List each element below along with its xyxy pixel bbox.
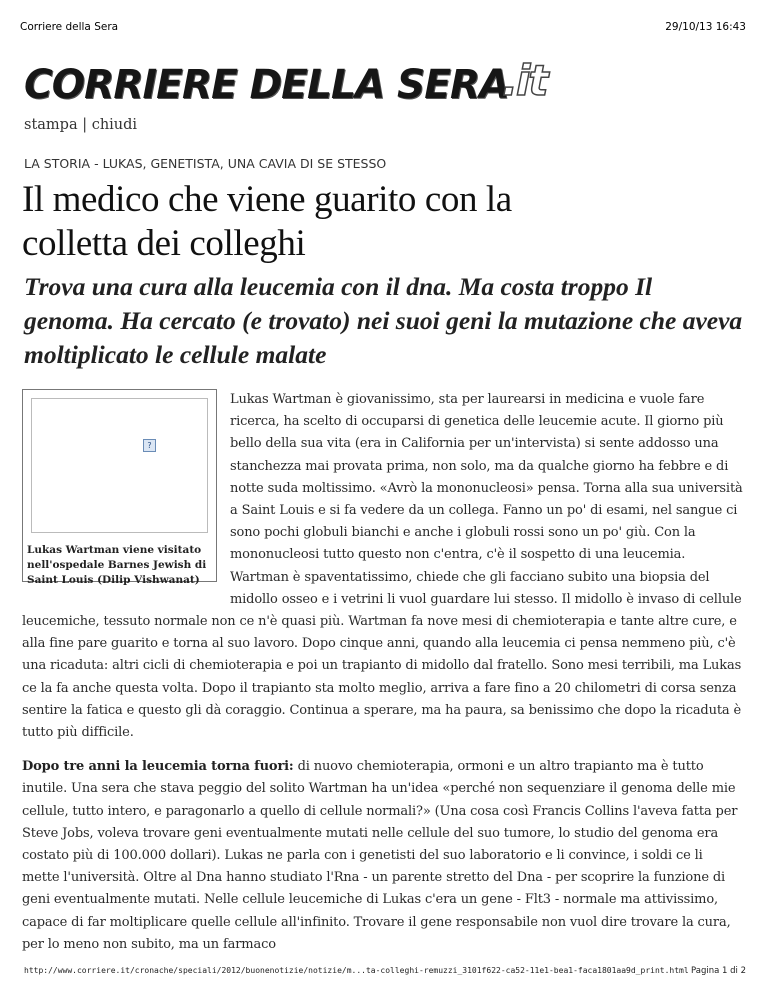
- print-footer: [24, 966, 746, 975]
- broken-image-icon: ?: [143, 439, 156, 452]
- article-subtitle: Trova una cura alla leucemia con il dna. Ma costa troppo Il genoma. Ha cercato (e trovato) nei suoi geni la mutazione che aveva moltiplicato le cellule malate: [24, 272, 743, 369]
- print-link[interactable]: stampa: [24, 117, 78, 133]
- paragraph-2-text: di nuovo chemioterapia, ormoni e un altro trapianto ma è tutto inutile. Una sera che stava peggio del solito Wartman ha un'idea «perché non sequenziare il genoma delle mie cellule, tutto intero, e paragonarlo a quello di cellule normali?» (Una cosa così Francis Collins l'aveva fatta per Steve Jobs, voleva trovare geni eventualmente mutati nelle cellule del suo tumore, lo studio del genoma era costato più di 100.000 dollari). Lukas ne parla con i genetisti del suo laboratorio e li convince, i soldi ce li mette l'università. Oltre al Dna hanno studiato l'Rna - un parente stretto del Dna - per scoprire la funzione di geni eventualmente mutati. Nelle cellule leucemiche di Lukas c'era un gene - Flt3 - normale ma attivissimo, capace di far moltiplicare quelle cellule all'infinito. Trovare il gene responsabile non vuol dire trovare la cura, per lo meno non subito, ma un farmaco: [22, 759, 738, 952]
- logo-wordmark: CORRIERE DELLA SERA: [24, 62, 509, 108]
- print-header: [20, 21, 746, 33]
- site-logo[interactable]: [24, 56, 564, 110]
- footer-url: http://www.corriere.it/cronache/speciali/2012/buonenotizie/notizie/m...ta-colleghi-remuzzi_3101f622-ca52-11e1-bea1-faca1801aa9d_print.html: [24, 966, 689, 975]
- paragraph-2: [22, 756, 743, 956]
- paragraph-1b-text: Wartman è spaventatissimo, chiede che gli facciano subito una biopsia del midollo osseo e i vetrini li vuol guardare lui stesso. Il midollo è invaso di cellule leucemiche, tessuto normale non ce n'è quasi più. Wartman fa nove mesi di chemioterapia e tante altre cure, e alla fine pare guarito e torna al suo lavoro. Dopo cinque anni, quando alla leucemia ci pensa nemmeno più, c'è una ricaduta: altri cicli di chemioterapia e poi un trapianto di midollo dal fratello. Sono mesi terribili, ma Lukas ce la fa anche questa volta. Dopo il trapianto sta molto meglio, arriva a fare fino a 20 chilometri di corsa senza sentire la fatica e questo gli dà coraggio. Continua a sperare, ma ha paura, sa benissimo che dopo la ricaduta è tutto più difficile.: [22, 569, 742, 741]
- header-site: Corriere della Sera: [20, 21, 119, 33]
- footer-page: Pagina 1 di 2: [691, 966, 746, 976]
- article-kicker: LA STORIA - LUKAS, GENETISTA, UNA CAVIA DI SE STESSO: [24, 156, 387, 171]
- header-datetime: 29/10/13 16:43: [665, 21, 746, 33]
- close-link[interactable]: chiudi: [91, 117, 138, 133]
- article-image-box: [22, 389, 217, 586]
- logo-suffix: .it: [502, 56, 547, 105]
- paragraph-2-lead: Dopo tre anni la leucemia torna fuori:: [22, 759, 294, 775]
- article-image: [31, 398, 208, 533]
- print-links: [24, 117, 137, 133]
- paragraph-1-text: Lukas Wartman è giovanissimo, sta per laurearsi in medicina e vuole fare ricerca, ha scelto di occuparsi di genetica delle leucemie acute. Il giorno più bello della sua vita (era in California per un'intervista) si sente addosso una stanchezza mai provata prima, non solo, ma da qualche giorno ha febbre e di notte suda moltissimo. «Avrò la mononucleosi» pensa. Torna alla sua università a Saint Louis e si fa vedere da un collega. Fanno un po' di esami, nel sangue ci sono pochi globuli bianchi e anche i globuli rossi sono un po' giù. Con la mononucleosi tutto questo non c'entra, c'è il sospetto di una leucemia.: [230, 392, 743, 563]
- link-separator: |: [77, 117, 92, 133]
- image-caption: Lukas Wartman viene visitato nell'ospedale Barnes Jewish di Saint Louis (Dilip Vishwanat): [27, 544, 207, 586]
- article-title: Il medico che viene guarito con la colletta dei colleghi: [22, 179, 512, 264]
